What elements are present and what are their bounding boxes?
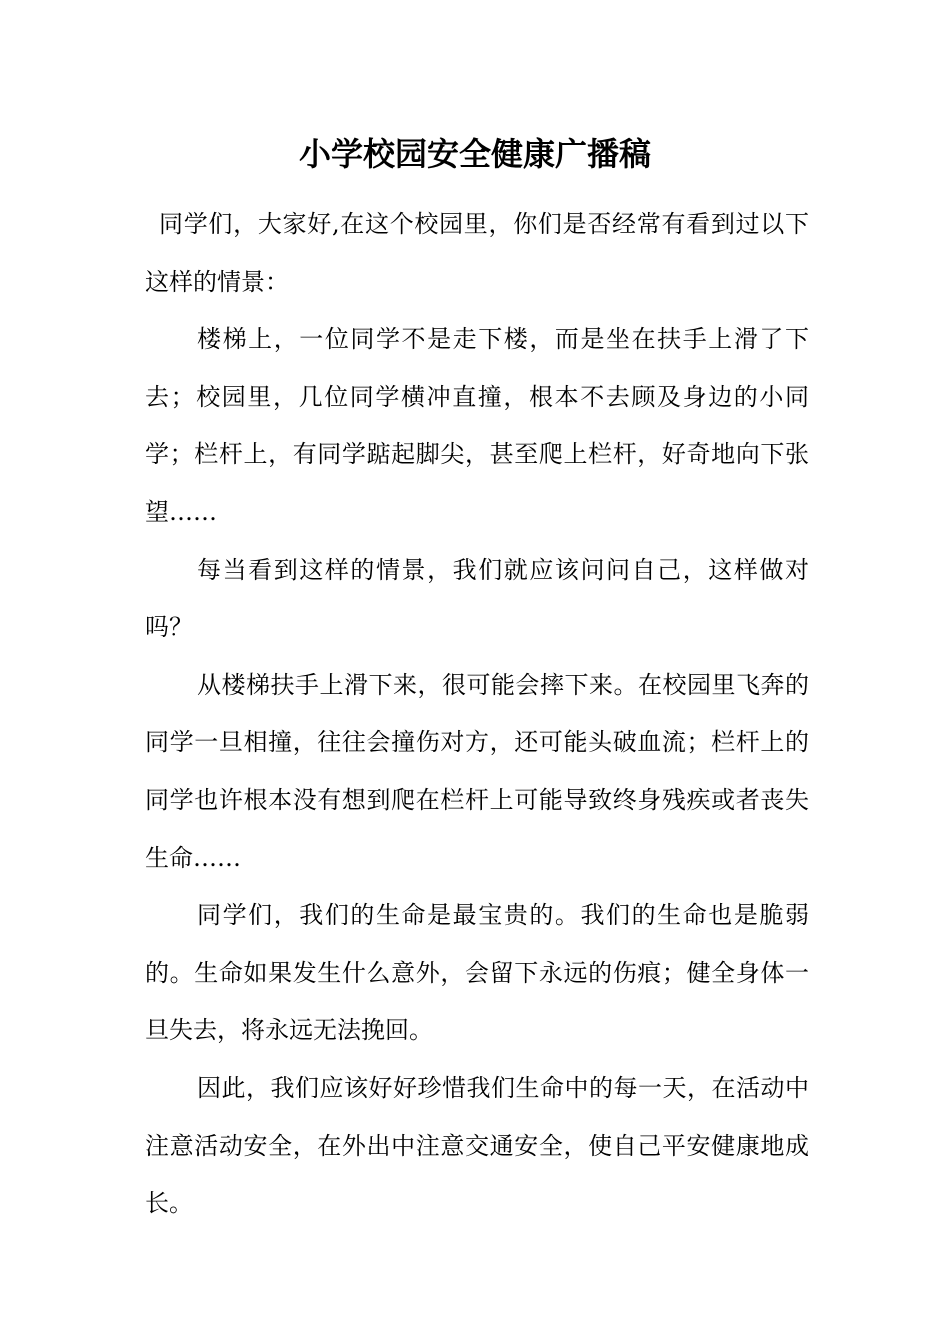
paragraph-conclusion: 因此，我们应该好好珍惜我们生命中的每一天，在活动中注意活动安全，在外出中注意交通安全，使自己平安健康地成长。 (145, 1073, 809, 1218)
paragraph-dangers: 从楼梯扶手上滑下来，很可能会摔下来。在校园里飞奔的同学一旦相撞，往往会撞伤对方，还可能头破血流；栏杆上的同学也许根本没有想到爬在栏杆上可能导致终身残疾或者丧失生命…… (145, 670, 809, 872)
paragraph-greeting: 同学们，大家好,在这个校园里，你们是否经常有看到过以下这样的情景： (145, 210, 809, 296)
paragraph-scenes: 楼梯上，一位同学不是走下楼，而是坐在扶手上滑了下去；校园里，几位同学横冲直撞，根本不去顾及身边的小同学；栏杆上，有同学踮起脚尖，甚至爬上栏杆，好奇地向下张望…… (145, 325, 809, 526)
paragraph-life: 同学们，我们的生命是最宝贵的。我们的生命也是脆弱的。生命如果发生什么意外，会留下永远的伤痕；健全身体一旦失去，将永远无法挽回。 (145, 901, 809, 1045)
document-body (145, 196, 809, 1233)
document-title: 小学校园安全健康广播稿 (298, 135, 651, 173)
paragraph-question: 每当看到这样的情景，我们就应该问问自己，这样做对吗？ (145, 555, 809, 642)
